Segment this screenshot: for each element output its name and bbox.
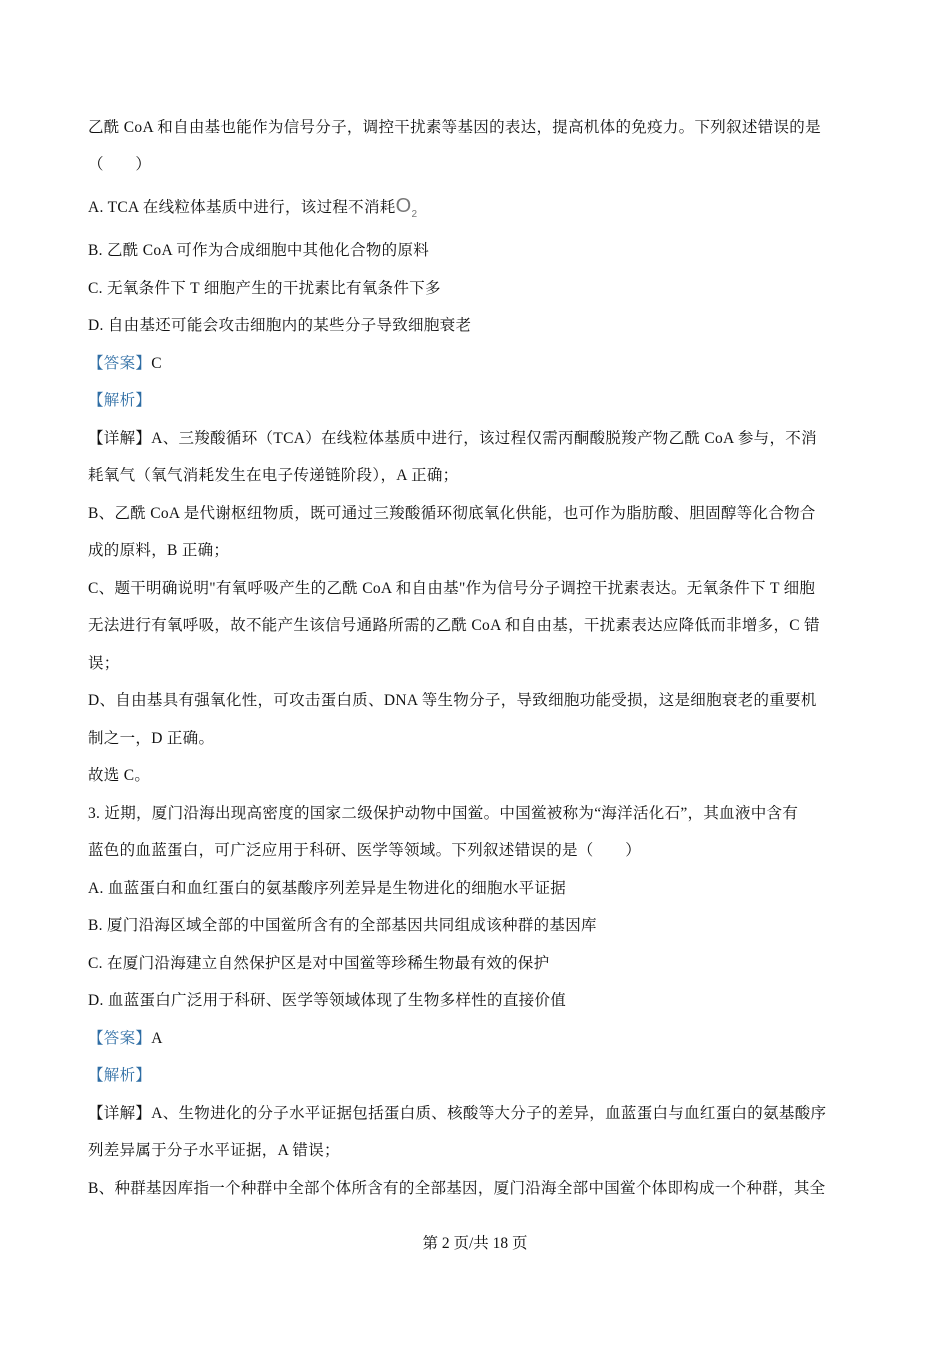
q3-option-c: C. 在厦门沿海建立自然保护区是对中国鲎等珍稀生物最有效的保护 [88,955,550,972]
q2-stem-line2: （ ） [88,156,152,173]
answer-label: 【答案】 [88,1030,152,1047]
answer-label: 【答案】 [88,355,152,372]
q3-detail-line-0: 【详解】A、生物进化的分子水平证据包括蛋白质、核酸等大分子的差异，血蓝蛋白与血红蛋白的氨基酸序 [88,1105,827,1122]
q2-detail-line-1: 耗氧气（氧气消耗发生在电子传递链阶段），A 正确； [88,467,459,484]
oxygen-formula: $O_2$ [395,195,418,220]
detail-label: 【详解】 [88,1105,152,1122]
q2-option-b: B. 乙酰 CoA 可作为合成细胞中其他化合物的原料 [88,242,430,259]
q2-answer [88,354,162,374]
q3-option-a: A. 血蓝蛋白和血红蛋白的氨基酸序列差异是生物进化的细胞水平证据 [88,880,567,897]
q2-detail-line-8: 制之一，D 正确。 [88,730,215,747]
q3-option-b: B. 厦门沿海区域全部的中国鲎所含有的全部基因共同组成该种群的基因库 [88,917,597,934]
q3-stem-line2: 蓝色的血蓝蛋白，可广泛应用于科研、医学等领域。下列叙述错误的是（ ） [88,842,642,859]
q2-stem-line1: 乙酰 CoA 和自由基也能作为信号分子，调控干扰素等基因的表达，提高机体的免疫力。下列叙述错误的是 [88,119,821,136]
q3-detail-line-1: 列差异属于分子水平证据，A 错误； [88,1142,340,1159]
q2-option-c: C. 无氧条件下 T 细胞产生的干扰素比有氧条件下多 [88,280,441,297]
answer-value: C [151,355,162,372]
q2-detail-line-0: 【详解】A、三羧酸循环（TCA）在线粒体基质中进行，该过程仅需丙酮酸脱羧产物乙酰 CoA 参与，不消 [88,430,817,447]
q2-detail-line-7: D、自由基具有强氧化性，可攻击蛋白质、DNA 等生物分子，导致细胞功能受损，这是细胞衰老的重要机 [88,692,817,709]
q2-option-a-text: A. TCA 在线粒体基质中进行，该过程不消耗 [88,199,396,216]
q2-option-a [88,196,417,225]
page-footer: 第 2 页/共 18 页 [422,1235,528,1252]
q3-stem-line1: 3. 近期，厦门沿海出现高密度的国家二级保护动物中国鲎。中国鲎被称为“海洋活化石”，其血液中含有 [88,805,799,822]
q2-option-d: D. 自由基还可能会攻击细胞内的某些分子导致细胞衰老 [88,317,472,334]
q2-detail-line-5: 无法进行有氧呼吸，故不能产生该信号通路所需的乙酰 CoA 和自由基，干扰素表达应降低而非增多，C 错 [88,617,820,634]
q2-detail-line-9: 故选 C。 [88,767,151,784]
q3-analysis-label: 【解析】 [88,1067,152,1084]
q2-detail-line-3: 成的原料，B 正确； [88,542,230,559]
q2-detail-line-4: C、题干明确说明"有氧呼吸产生的乙酰 CoA 和自由基"作为信号分子调控干扰素表达。无氧条件下 T 细胞 [88,580,816,597]
q2-detail-line-2: B、乙酰 CoA 是代谢枢纽物质，既可通过三羧酸循环彻底氧化供能，也可作为脂肪酸、胆固醇等化合物合 [88,505,816,522]
detail-label: 【详解】 [88,430,152,447]
answer-value: A [151,1030,163,1047]
q2-analysis-label: 【解析】 [88,392,152,409]
q3-answer [88,1029,163,1049]
q2-detail-line-6: 误； [88,655,120,672]
q3-detail-line-2: B、种群基因库指一个种群中全部个体所含有的全部基因，厦门沿海全部中国鲎个体即构成一个种群，其全 [88,1180,826,1197]
q3-option-d: D. 血蓝蛋白广泛用于科研、医学等领域体现了生物多样性的直接价值 [88,992,567,1009]
